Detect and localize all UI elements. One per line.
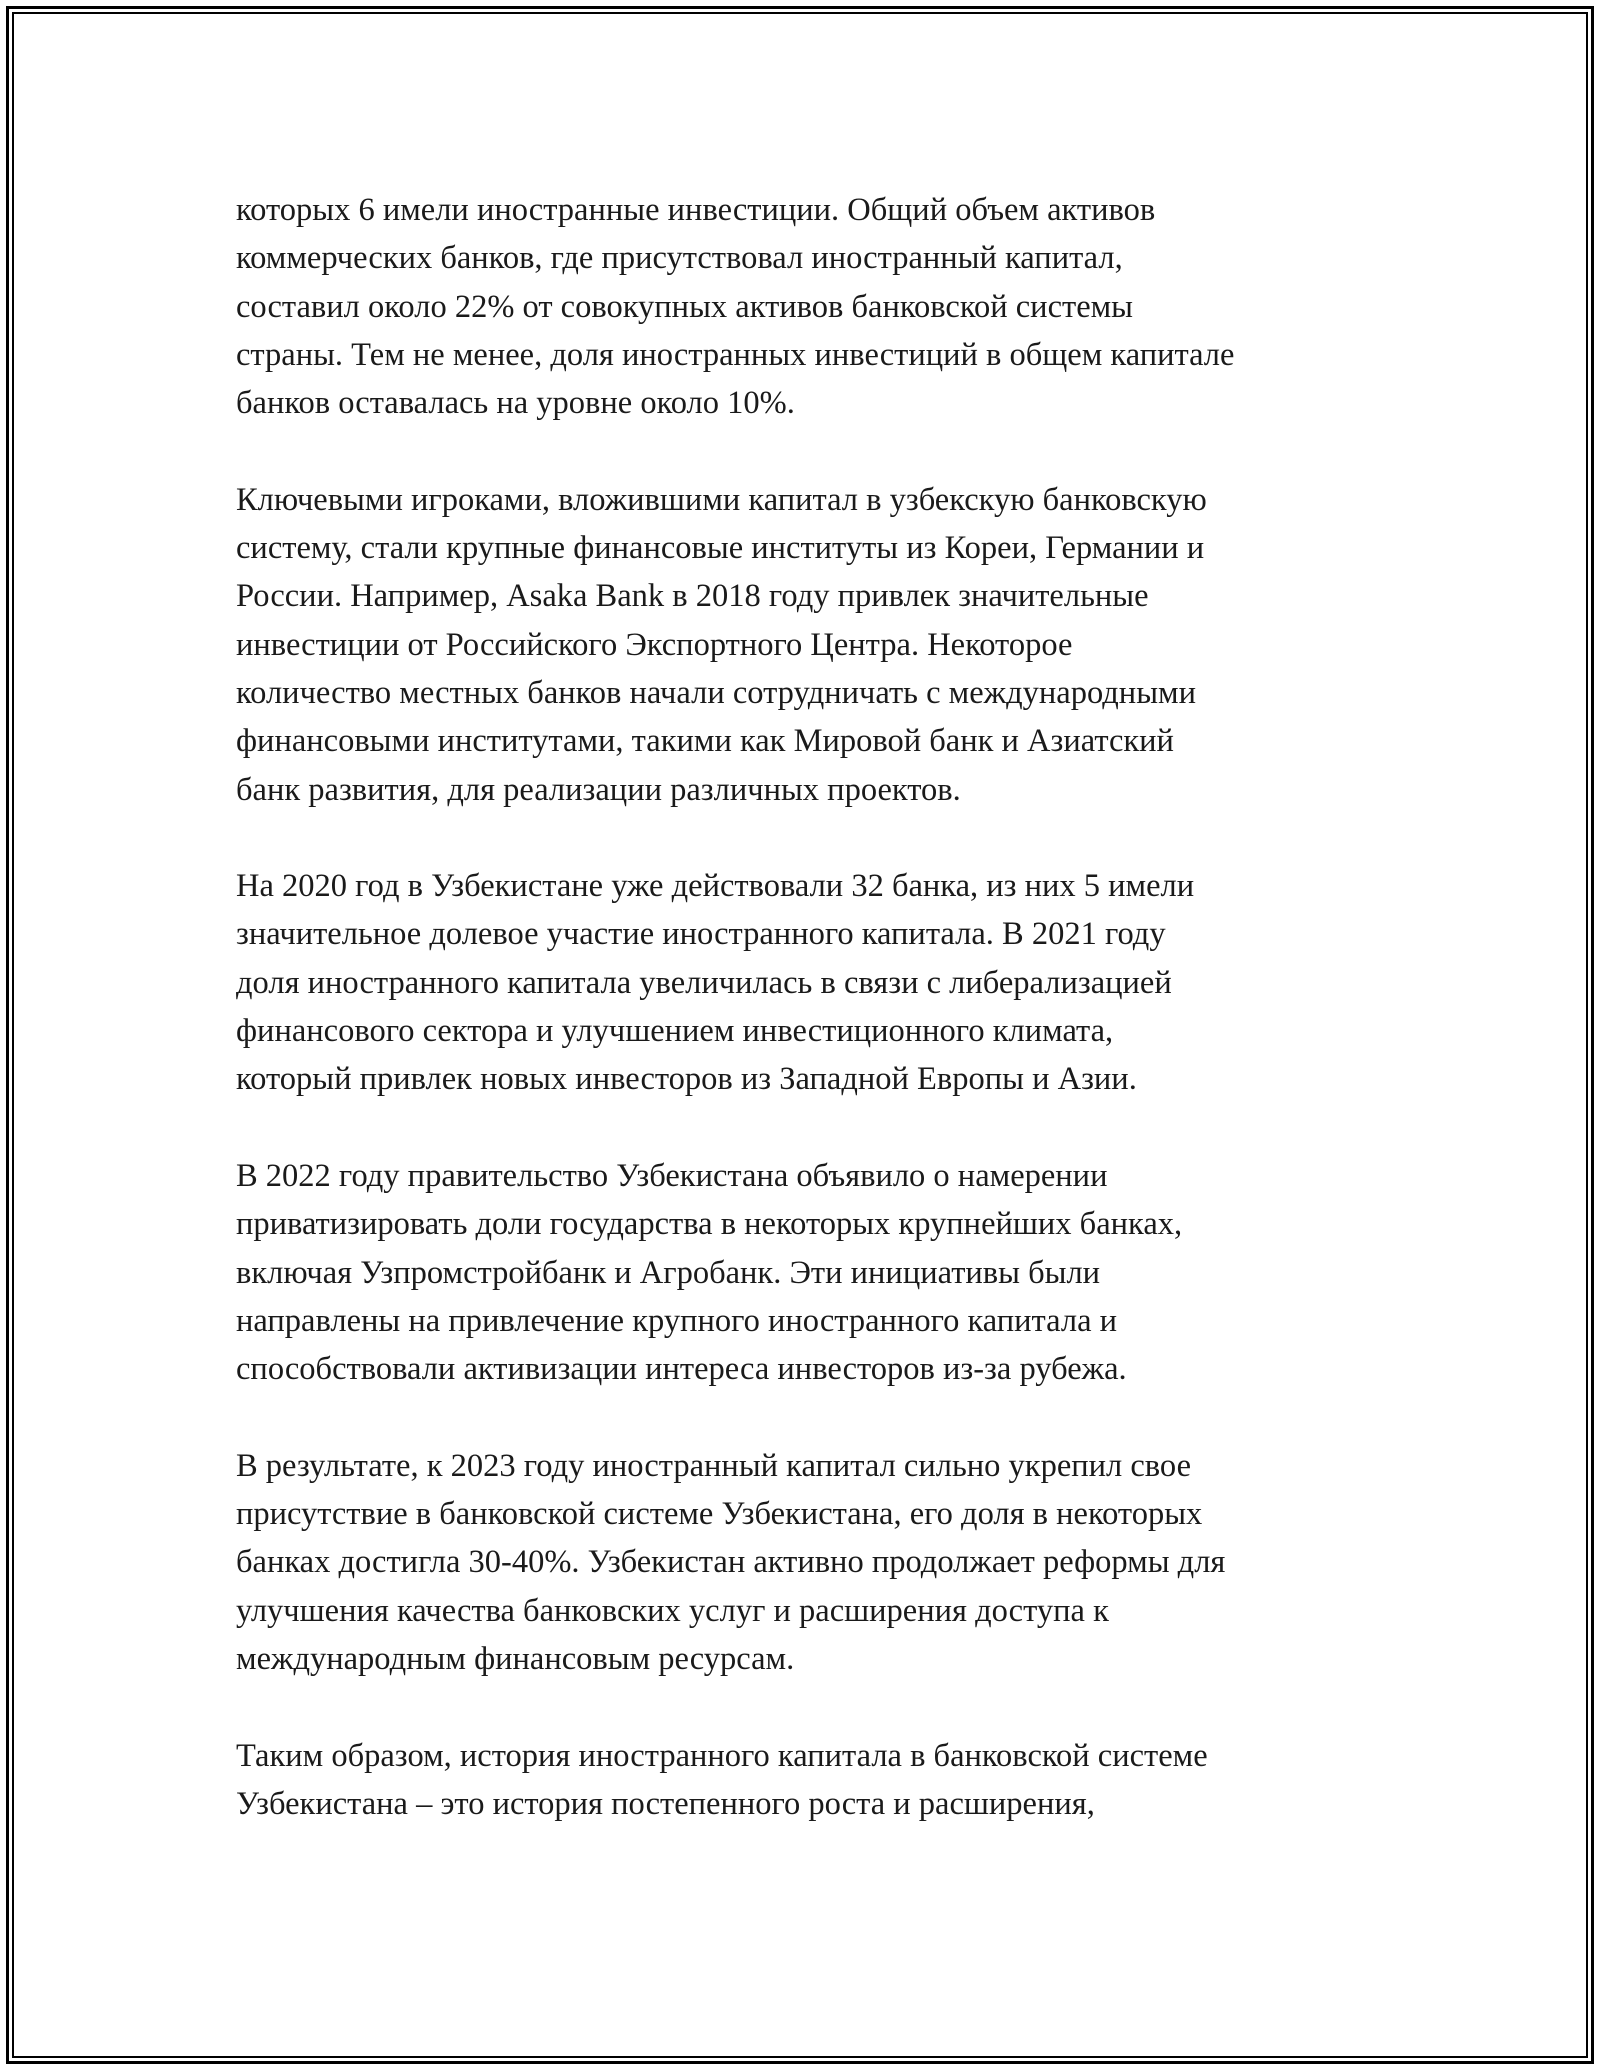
text-line: банков оставалась на уровне около 10%. xyxy=(236,385,795,422)
paragraph xyxy=(236,1442,1386,1683)
text-line: международным финансовым ресурсам. xyxy=(236,1640,795,1677)
text-line: приватизировать доли государства в некоторых крупнейших банках, xyxy=(236,1206,1183,1243)
text-line: Ключевыми игроками, вложившими капитал в узбекскую банковскую xyxy=(236,481,1207,518)
text-line: который привлек новых инвесторов из Западной Европы и Азии. xyxy=(236,1061,1137,1098)
text-line: доля иностранного капитала увеличилась в связи с либерализацией xyxy=(236,964,1172,1001)
text-line: составил около 22% от совокупных активов банковской системы xyxy=(236,288,1134,325)
text-line: включая Узпромстройбанк и Агробанк. Эти инициативы были xyxy=(236,1254,1101,1291)
paragraph xyxy=(236,1152,1386,1393)
paragraph xyxy=(236,1732,1386,1829)
text-line: банках достигла 30-40%. Узбекистан активно продолжает реформы для xyxy=(236,1544,1226,1581)
text-line: которых 6 имели иностранные инвестиции. Общий объем активов xyxy=(236,192,1156,228)
text-line: Таким образом, история иностранного капитала в банковской системе xyxy=(236,1737,1208,1774)
text-line: России. Например, Asaka Bank в 2018 году привлек значительные xyxy=(236,578,1149,615)
paragraph xyxy=(236,186,1386,427)
text-line: значительное долевое участие иностранного капитала. В 2021 году xyxy=(236,916,1166,953)
text-line: финансового сектора и улучшением инвестиционного климата, xyxy=(236,1013,1114,1050)
text-line: присутствие в банковской системе Узбекистана, его доля в некоторых xyxy=(236,1496,1203,1533)
text-line: способствовали активизации интереса инвесторов из-за рубежа. xyxy=(236,1351,1127,1388)
text-line: финансовыми институтами, такими как Мировой банк и Азиатский xyxy=(236,723,1174,760)
text-line: количество местных банков начали сотрудничать с международными xyxy=(236,674,1196,711)
paragraph xyxy=(236,476,1386,814)
text-line: банк развития, для реализации различных проектов. xyxy=(236,771,961,808)
text-line: На 2020 год в Узбекистане уже действовали 32 банка, из них 5 имели xyxy=(236,868,1195,905)
text-line: Узбекистана – это история постепенного роста и расширения, xyxy=(236,1785,1095,1822)
text-line: систему, стали крупные финансовые институты из Кореи, Германии и xyxy=(236,530,1205,567)
document-body xyxy=(236,186,1386,1828)
text-line: коммерческих банков, где присутствовал иностранный капитал, xyxy=(236,240,1123,277)
paragraph xyxy=(236,862,1386,1103)
text-line: направлены на привлечение крупного иностранного капитала и xyxy=(236,1302,1118,1339)
text-line: В результате, к 2023 году иностранный капитал сильно укрепил свое xyxy=(236,1447,1192,1484)
text-line: В 2022 году правительство Узбекистана объявило о намерении xyxy=(236,1157,1108,1194)
text-line: улучшения качества банковских услуг и расширения доступа к xyxy=(236,1592,1109,1629)
text-line: инвестиции от Российского Экспортного Центра. Некоторое xyxy=(236,626,1073,663)
text-line: страны. Тем не менее, доля иностранных инвестиций в общем капитале xyxy=(236,336,1235,373)
